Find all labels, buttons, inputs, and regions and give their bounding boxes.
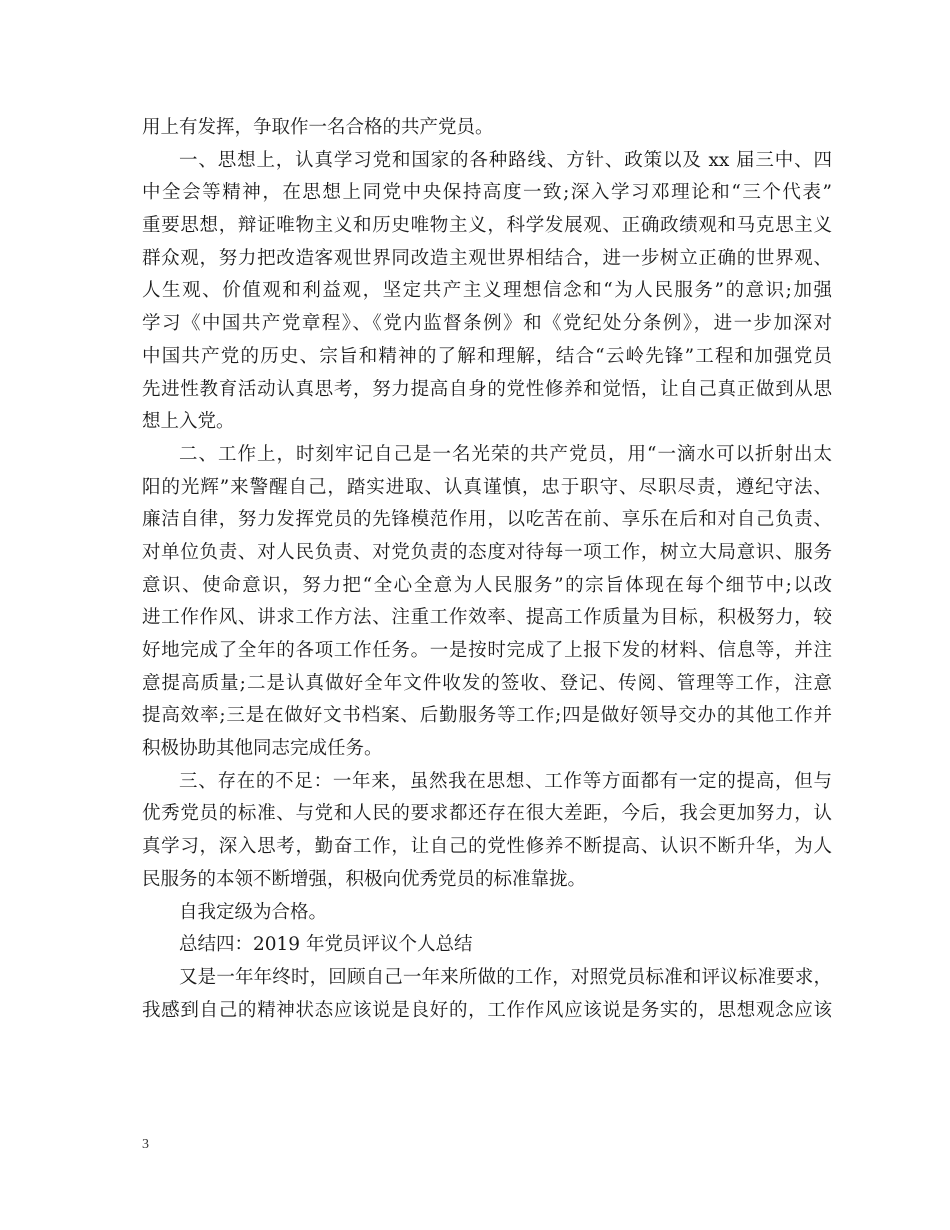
text-line: 对单位负责、对人民负责、对党负责的态度对待每一项工作，树立大局意识、服务 <box>142 541 832 563</box>
paragraph-heading-line: 一、思想上，认真学习党和国家的各种路线、方针、政策以及 xx 届三中、四 <box>179 149 832 171</box>
text-line: 重要思想，辩证唯物主义和历史唯物主义，科学发展观、正确政绩观和马克思主义 <box>142 215 832 237</box>
text-line: 意识、使命意识，努力把“全心全意为人民服务”的宗旨体现在每个细节中;以改 <box>142 574 832 596</box>
text-line: 民服务的本领不断增强，积极向优秀党员的标准靠拢。 <box>142 868 587 890</box>
text-line: 我感到自己的精神状态应该说是良好的，工作作风应该说是务实的，思想观念应该 <box>142 999 832 1021</box>
text-line: 中国共产党的历史、宗旨和精神的了解和理解，结合“云岭先锋”工程和加强党员 <box>142 345 832 367</box>
text-line: 阳的光辉”来警醒自己，踏实进取、认真谨慎，忠于职守、尽职尽责，遵纪守法、 <box>142 476 832 498</box>
text-line: 廉洁自律，努力发挥党员的先锋模范作用，以吃苦在前、享乐在后和对自己负责、 <box>142 509 832 531</box>
text-line: 真学习，深入思考，勤奋工作，让自己的党性修养不断提高、认识不断升华，为人 <box>142 836 832 858</box>
self-rating-line: 自我定级为合格。 <box>179 901 328 923</box>
paragraph-heading-line: 三、存在的不足：一年来，虽然我在思想、工作等方面都有一定的提高，但与 <box>179 770 832 792</box>
text-line: 想上入党。 <box>142 411 235 433</box>
text-line: 意提高质量;二是认真做好全年文件收发的签收、登记、传阅、管理等工作，注意 <box>142 672 832 694</box>
document-body <box>142 112 832 1027</box>
page-number: 3 <box>142 1137 149 1152</box>
text-line: 优秀党员的标准、与党和人民的要求都还存在很大差距，今后，我会更加努力，认 <box>142 803 832 825</box>
section-title: 总结四：2019 年党员评议个人总结 <box>179 934 473 956</box>
text-line: 中全会等精神，在思想上同党中央保持高度一致;深入学习邓理论和“三个代表” <box>142 182 832 204</box>
text-line: 人生观、价值观和利益观，坚定共产主义理想信念和“为人民服务”的意识;加强 <box>142 280 832 302</box>
text-line: 进工作作风、讲求工作方法、注重工作效率、提高工作质量为目标，积极努力，较 <box>142 607 832 629</box>
text-line: 又是一年年终时，回顾自己一年来所做的工作，对照党员标准和评议标准要求， <box>179 966 832 988</box>
text-line: 积极协助其他同志完成任务。 <box>142 738 383 760</box>
text-line: 群众观，努力把改造客观世界同改造主观世界相结合，进一步树立正确的世界观、 <box>142 247 832 269</box>
paragraph-heading-line: 二、工作上，时刻牢记自己是一名光荣的共产党员，用“一滴水可以折射出太 <box>179 443 832 465</box>
text-line: 学习《中国共产党章程》、《党内监督条例》和《党纪处分条例》，进一步加深对 <box>142 313 832 335</box>
text-line: 先进性教育活动认真思考，努力提高自身的党性修养和觉悟，让自己真正做到从思 <box>142 378 832 400</box>
text-line: 提高效率;三是在做好文书档案、后勤服务等工作;四是做好领导交办的其他工作并 <box>142 705 832 727</box>
text-line: 用上有发挥，争取作一名合格的共产党员。 <box>142 117 494 138</box>
text-line: 好地完成了全年的各项工作任务。一是按时完成了上报下发的材料、信息等，并注 <box>142 640 832 661</box>
